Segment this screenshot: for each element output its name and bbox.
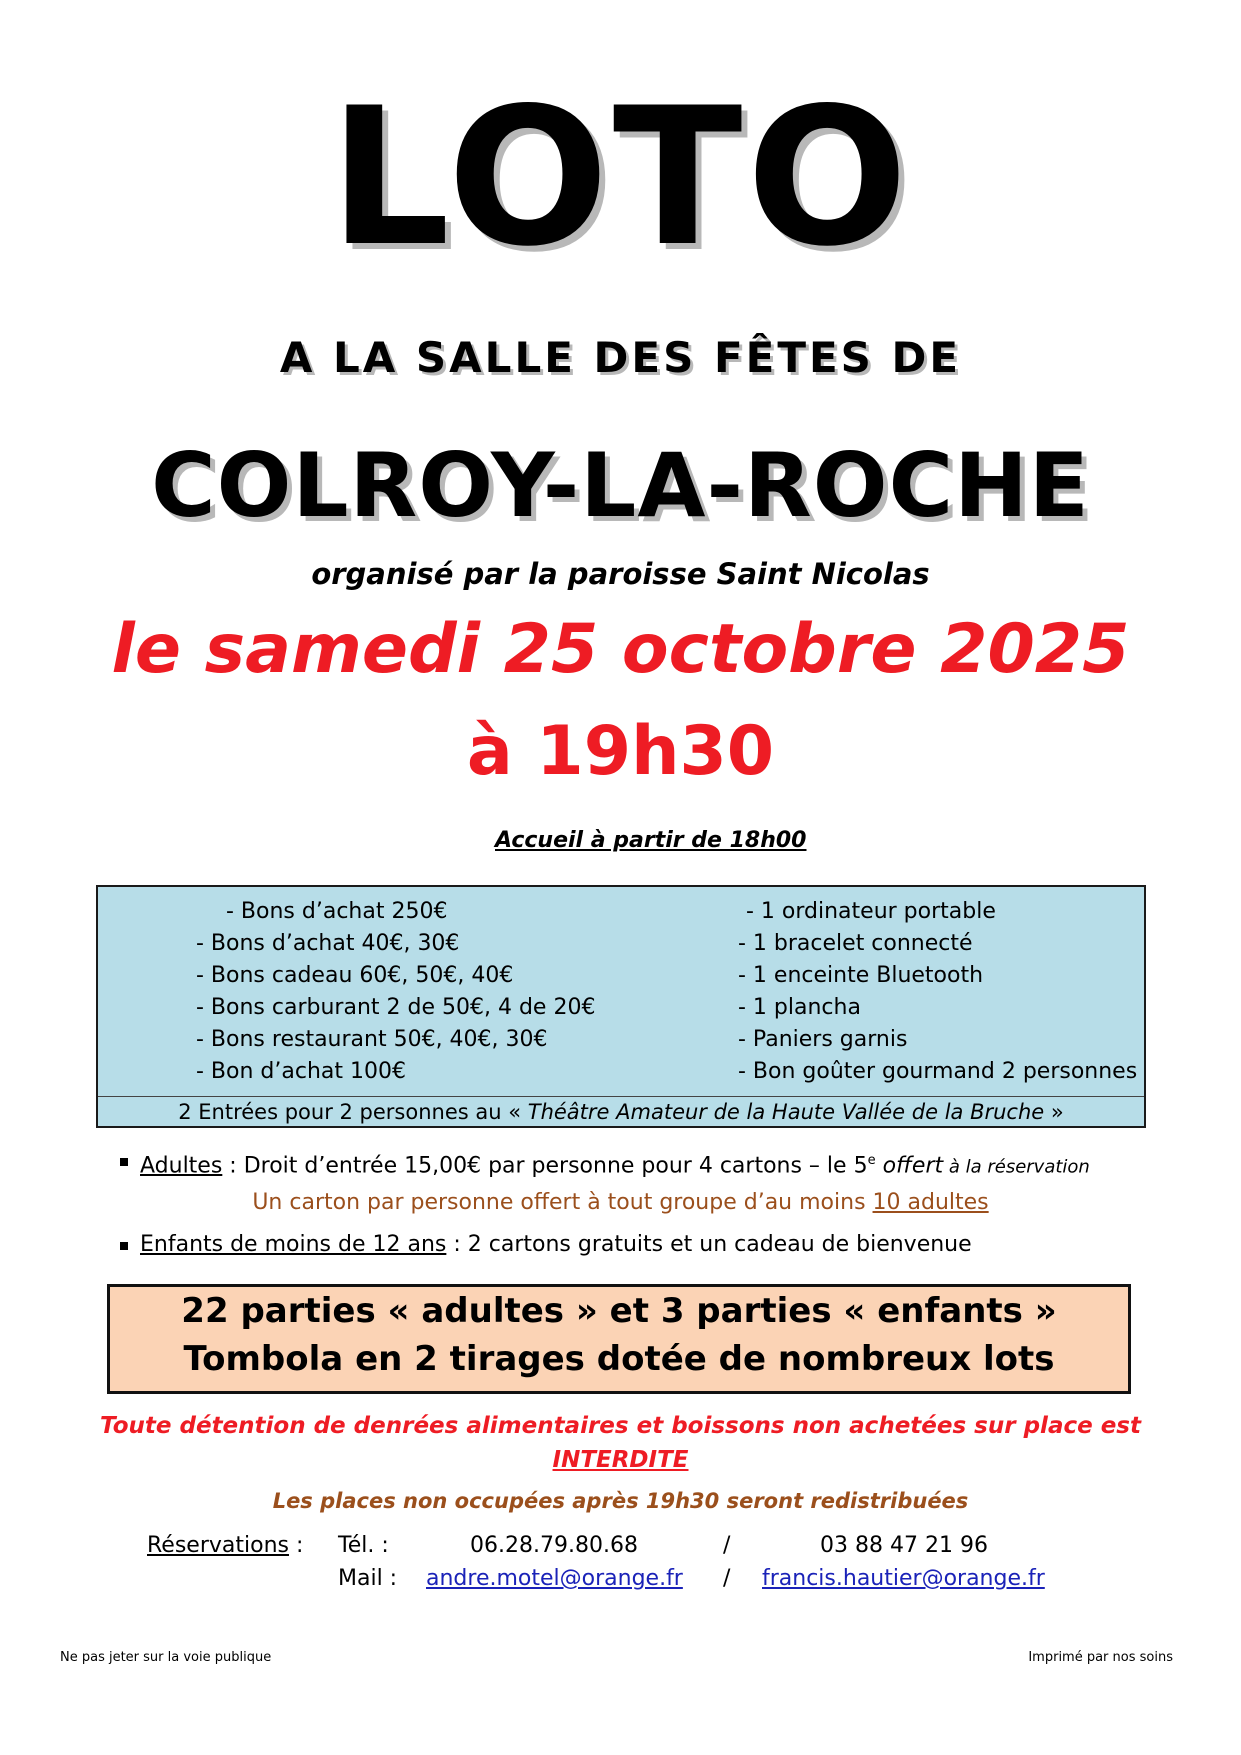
bullet-icon (120, 1242, 128, 1250)
prize-left-item: - Bons restaurant 50€, 40€, 30€ (196, 1027, 548, 1052)
bullet-icon (120, 1158, 128, 1166)
group-offer: Un carton par personne offert à tout groupe d’au moins 10 adultes (252, 1190, 989, 1215)
prize-left-item: - Bon d’achat 100€ (196, 1059, 406, 1084)
parties-box (107, 1284, 1131, 1394)
town-name: COLROY-LA-ROCHE (151, 434, 1090, 537)
prizes-box (96, 885, 1146, 1128)
prize-right-item: - 1 ordinateur portable (746, 899, 996, 924)
welcome-time: Accueil à partir de 18h00 (495, 828, 807, 853)
event-time: à 19h30 (466, 712, 775, 791)
prize-left-item: - Bons cadeau 60€, 50€, 40€ (196, 963, 514, 988)
prize-right-item: - 1 enceinte Bluetooth (738, 963, 984, 988)
separator: / (723, 1566, 731, 1591)
theatre-prize: 2 Entrées pour 2 personnes au « Théâtre Amateur de la Haute Vallée de la Bruche » (178, 1100, 1064, 1124)
phone-1[interactable]: 06.28.79.80.68 (470, 1533, 638, 1558)
footer-right: Imprimé par nos soins (1028, 1650, 1173, 1665)
separator: / (723, 1533, 731, 1558)
email-link-2[interactable]: francis.hautier@orange.fr (762, 1566, 1045, 1591)
venue-subtitle: A LA SALLE DES FÊTES DE (279, 333, 962, 382)
food-notice: Toute détention de denrées alimentaires et boissons non achetées sur place est (100, 1413, 1141, 1439)
parties-count: 22 parties « adultes » et 3 parties « enfants » (181, 1291, 1057, 1331)
event-date: le samedi 25 octobre 2025 (111, 610, 1130, 689)
adults-line: Adultes : Droit d’entrée 15,00€ par personne pour 4 cartons – le 5e offert à la réservation (140, 1153, 1090, 1179)
tel-label: Tél. : (338, 1533, 389, 1558)
children-line: Enfants de moins de 12 ans : 2 cartons gratuits et un cadeau de bienvenue (140, 1232, 972, 1257)
prize-right-item: - 1 bracelet connecté (738, 931, 973, 956)
seats-notice: Les places non occupées après 19h30 seront redistribuées (272, 1489, 969, 1513)
email-link-1[interactable]: andre.motel@orange.fr (426, 1566, 683, 1591)
tombola-line: Tombola en 2 tirages dotée de nombreux lots (183, 1339, 1055, 1379)
reservations-label: Réservations : (147, 1533, 304, 1558)
prize-right-item: - Bon goûter gourmand 2 personnes (738, 1059, 1138, 1084)
organizer-line: organisé par la paroisse Saint Nicolas (311, 557, 930, 591)
prize-right-item: - 1 plancha (738, 995, 861, 1020)
footer-left: Ne pas jeter sur la voie publique (60, 1650, 272, 1665)
prize-left-item: - Bons carburant 2 de 50€, 4 de 20€ (196, 995, 596, 1020)
phone-2[interactable]: 03 88 47 21 96 (820, 1533, 988, 1558)
prize-left-item: - Bons d’achat 250€ (226, 899, 448, 924)
forbidden-word: INTERDITE (552, 1447, 689, 1473)
poster-title: LOTO (329, 67, 912, 288)
prize-left-item: - Bons d’achat 40€, 30€ (196, 931, 460, 956)
mail-label: Mail : (338, 1566, 398, 1591)
prize-right-item: - Paniers garnis (738, 1027, 908, 1052)
